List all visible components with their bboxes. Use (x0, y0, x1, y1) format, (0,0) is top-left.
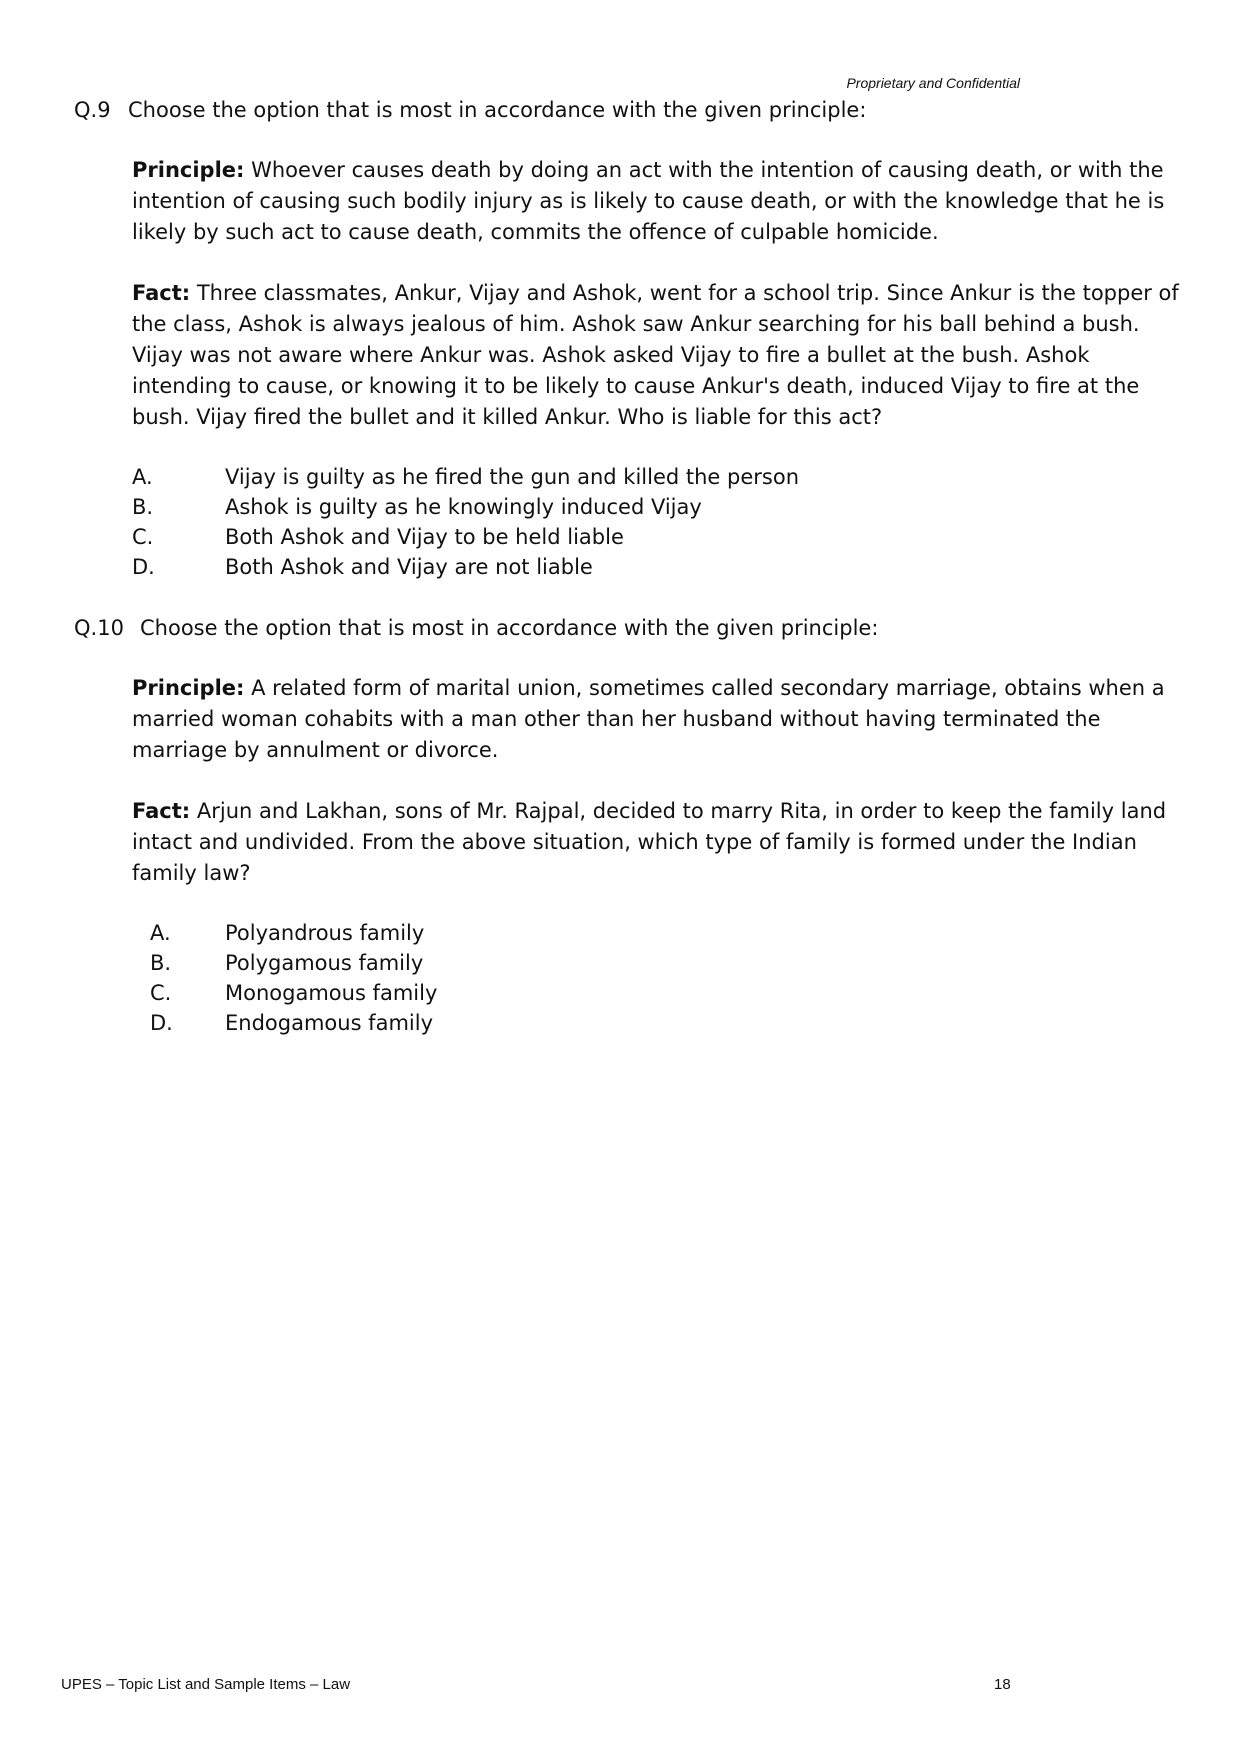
option-letter: A. (150, 921, 171, 945)
question-9-principle (132, 155, 1182, 248)
option-letter: A. (132, 465, 153, 489)
question-10-principle (132, 673, 1182, 766)
principle-text: Whoever causes death by doing an act with the intention of causing death, or with the intention of causing such bodily injury as is likely to cause death, or with the knowledge that he is likely by such act to cause death, commits the offence of culpable homicide. (132, 158, 1165, 244)
option-letter: D. (150, 1011, 173, 1035)
option-letter: C. (150, 981, 172, 1005)
principle-label: Principle: (132, 676, 245, 700)
option-letter: C. (132, 525, 154, 549)
footer-page-number: 18 (994, 1676, 1011, 1693)
option-letter: B. (132, 495, 154, 519)
fact-label: Fact: (132, 799, 191, 823)
option-text: Both Ashok and Vijay to be held liable (225, 525, 624, 549)
footer-title: UPES – Topic List and Sample Items – Law (61, 1676, 351, 1693)
option-text: Polyandrous family (225, 921, 425, 945)
fact-text: Three classmates, Ankur, Vijay and Ashok, went for a school trip. Since Ankur is the topper of the class, Ashok is always jealous of him. Ashok saw Ankur searching for his ball behind a bush. Vijay was not aware where Ankur was. Ashok asked Vijay to fire a bullet at the bush. Ashok intending to cause, or knowing it to be likely to cause Ankur's death, induced Vijay to fire at the bush. Vijay fired the bullet and it killed Ankur. Who is liable for this act? (132, 281, 1179, 429)
option-text: Ashok is guilty as he knowingly induced Vijay (225, 495, 702, 519)
option-text: Polygamous family (225, 951, 424, 975)
option-letter: B. (150, 951, 172, 975)
option-letter: D. (132, 555, 155, 579)
option-text: Monogamous family (225, 981, 438, 1005)
question-9-text: Choose the option that is most in accordance with the given principle: (128, 98, 867, 122)
question-9-fact (132, 278, 1182, 433)
question-9-prompt (74, 95, 866, 126)
question-10-fact (132, 796, 1182, 889)
option-text: Endogamous family (225, 1011, 434, 1035)
question-10-text: Choose the option that is most in accordance with the given principle: (140, 616, 879, 640)
header-confidential: Proprietary and Confidential (846, 75, 1020, 91)
fact-label: Fact: (132, 281, 191, 305)
option-text: Vijay is guilty as he fired the gun and killed the person (225, 465, 800, 489)
fact-text: Arjun and Lakhan, sons of Mr. Rajpal, decided to marry Rita, in order to keep the family land intact and undivided. From the above situation, which type of family is formed under the Indian family law? (132, 799, 1167, 885)
principle-label: Principle: (132, 158, 245, 182)
question-10-prompt (74, 613, 878, 644)
question-10-number: Q.10 (74, 616, 124, 640)
principle-text: A related form of marital union, sometimes called secondary marriage, obtains when a married woman cohabits with a man other than her husband without having terminated the marriage by annulment or divorce. (132, 676, 1165, 762)
option-text: Both Ashok and Vijay are not liable (225, 555, 593, 579)
question-9-number: Q.9 (74, 98, 111, 122)
